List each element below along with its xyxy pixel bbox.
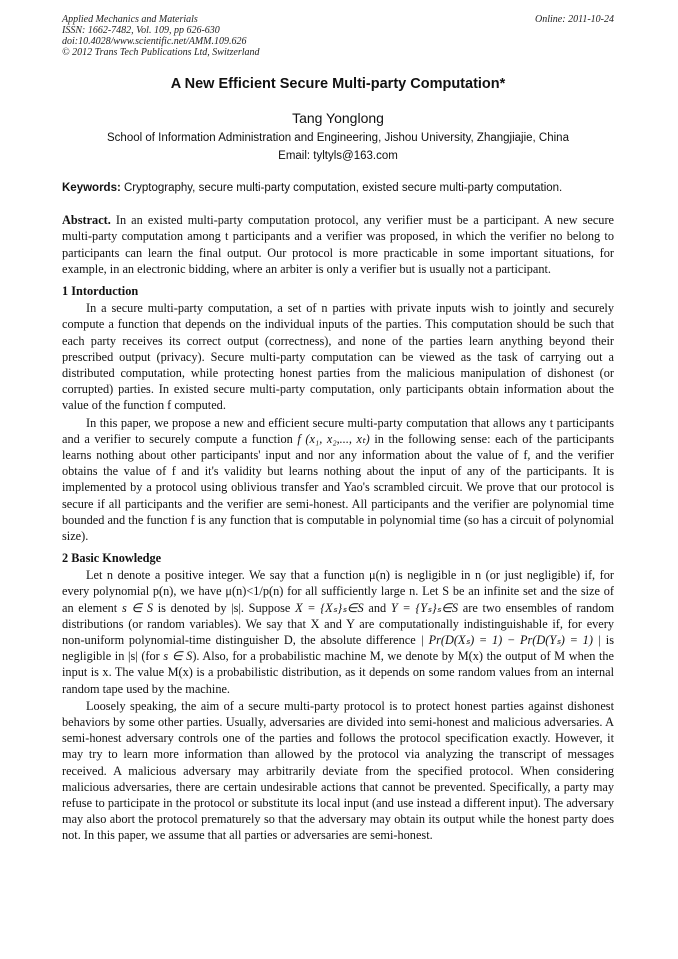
section-2-paragraph-1	[62, 567, 614, 697]
section-2-paragraph-2: Loosely speaking, the aim of a secure multi-party protocol is to protect honest parties against dishonest behaviors by some other parties. Usually, adversaries are divided into semi-honest and malicious adversaries. A semi-honest adversary controls one of the parties and follows the protocol specification exactly. However, it may try to learn more information than allowed by the protocol via analyzing the transcript of messages received. A malicious adversary may arbitrarily deviate from the specified protocol. When considering malicious adversaries, there are certain undesirable actions that cannot be prevented. Specifically, a party may refuse to participate in the protocol or substitute its local input (and use instead a different input). The adversary may also abort the protocol prematurely so that the adversary may obtain its output while the honest party does not. In this paper, we assume that all parties or adversaries are semi-honest.	[62, 698, 614, 843]
math-ensemble-X: X = {Xₛ}ₛ∈S	[295, 600, 364, 615]
journal-header	[62, 14, 614, 58]
journal-doi: doi:10.4028/www.scientific.net/AMM.109.626	[62, 36, 247, 47]
author-email: Email: tyltyls@163.com	[278, 150, 398, 162]
paragraph-text: are two ensembles of random distributions (or random variables). We say that X and Y are computationally indistinguishable if, for every non-uniform polynomial-time distinguisher D, the absolute difference	[62, 600, 615, 648]
keywords-label: Keywords:	[62, 182, 121, 194]
keywords-text: Cryptography, secure multi-party computation, existed secure multi-party computation.	[124, 182, 563, 194]
abstract	[62, 212, 614, 277]
paragraph-text: is negligible in |s| (for	[62, 633, 614, 664]
section-1-paragraph-1: In a secure multi-party computation, a set of n parties with private inputs wish to jointly and securely compute a function that depends on the individual inputs of the parties. This computation should be such that each party receives its correct output (correctness), and none of the parties learn anything beyond their prescribed output (privacy). Secure multi-party computation can be viewed as the task of carrying out a distributed computation, while protecting honest parties from the malicious manipulation of dishonest (or corrupted) parties. In existed secure multi-party computation, only participants obtain information about the value of the function f computed.	[62, 301, 614, 413]
math-difference: | Pr(D(Xₛ) = 1) − Pr(D(Yₛ) = 1) |	[420, 633, 602, 648]
abstract-label: Abstract.	[62, 213, 111, 227]
paragraph-text: In this paper, we propose a new and efficient secure multi-party computation that allows any t participants and a verifier to securely compute a function	[62, 415, 614, 446]
paper-page	[62, 14, 614, 844]
math-s-in-S: s ∈ S	[121, 600, 153, 615]
online-date: Online: 2011-10-24	[535, 14, 614, 25]
paragraph-text: is denoted by |s|. Suppose	[157, 600, 291, 615]
journal-issn: ISSN: 1662-7482, Vol. 109, pp 626-630	[62, 25, 220, 36]
math-s-in-S-2: s ∈ S	[163, 649, 193, 664]
math-function-f: f (x₁, x₂,..., xₜ)	[297, 431, 370, 446]
section-1-paragraph-2	[62, 415, 614, 545]
journal-copyright: © 2012 Trans Tech Publications Ltd, Switzerland	[62, 47, 260, 58]
paper-author: Tang Yonglong	[292, 110, 384, 126]
abstract-text: In an existed multi-party computation protocol, any verifier must be a participant. A new secure multi-party computation among t participants and a verifier was proposed, in which the verifier no belong to participants can learn the final output. Our protocol is more practicable in some important situations, for example, in an electronic bidding, where an arbiter is only a verifier but is usually not a participant.	[62, 213, 614, 276]
paragraph-text: Let n denote a positive integer. We say that a function μ(n) is negligible in n (or just negligible) if, for every polynomial p(n), we have μ(n)<1/p(n) for all sufficiently large n. Let S be an infinite set and the size of an element	[62, 568, 614, 615]
author-affiliation: School of Information Administration and Engineering, Jishou University, Zhangjiajie, China	[107, 132, 569, 144]
section-1-title: 1 Intorduction	[62, 284, 139, 299]
paper-title: A New Efficient Secure Multi-party Computation*	[170, 76, 506, 92]
math-ensemble-Y: Y = {Yₛ}ₛ∈S	[390, 600, 459, 615]
section-2-title: 2 Basic Knowledge	[62, 551, 162, 566]
keywords	[62, 182, 614, 194]
paragraph-text: and	[368, 600, 387, 615]
journal-name: Applied Mechanics and Materials	[62, 14, 198, 25]
paragraph-text: ). Also, for a probabilistic machine M, we denote by M(x) the output of M when the input is x. The value M(x) is a probabilistic distribution, as it depends on some random values from an internal random tape used by the machine.	[62, 649, 615, 696]
paragraph-text: in the following sense: each of the participants learns nothing about other participants' input and nor any information about the value of f, and the verifier obtains the value of f and it's validity but learns nothing about the input of any of the participants. It is implemented by a protocol using oblivious transfer and Yao's scrambled circuit. We prove that our protocol is secure if all participants and the verifier are semi-honest. All participants and the verifier are polynomial time bounded and the function f is any function that is computable in polynomial time (so has a circuit of polynomial size).	[62, 431, 615, 544]
